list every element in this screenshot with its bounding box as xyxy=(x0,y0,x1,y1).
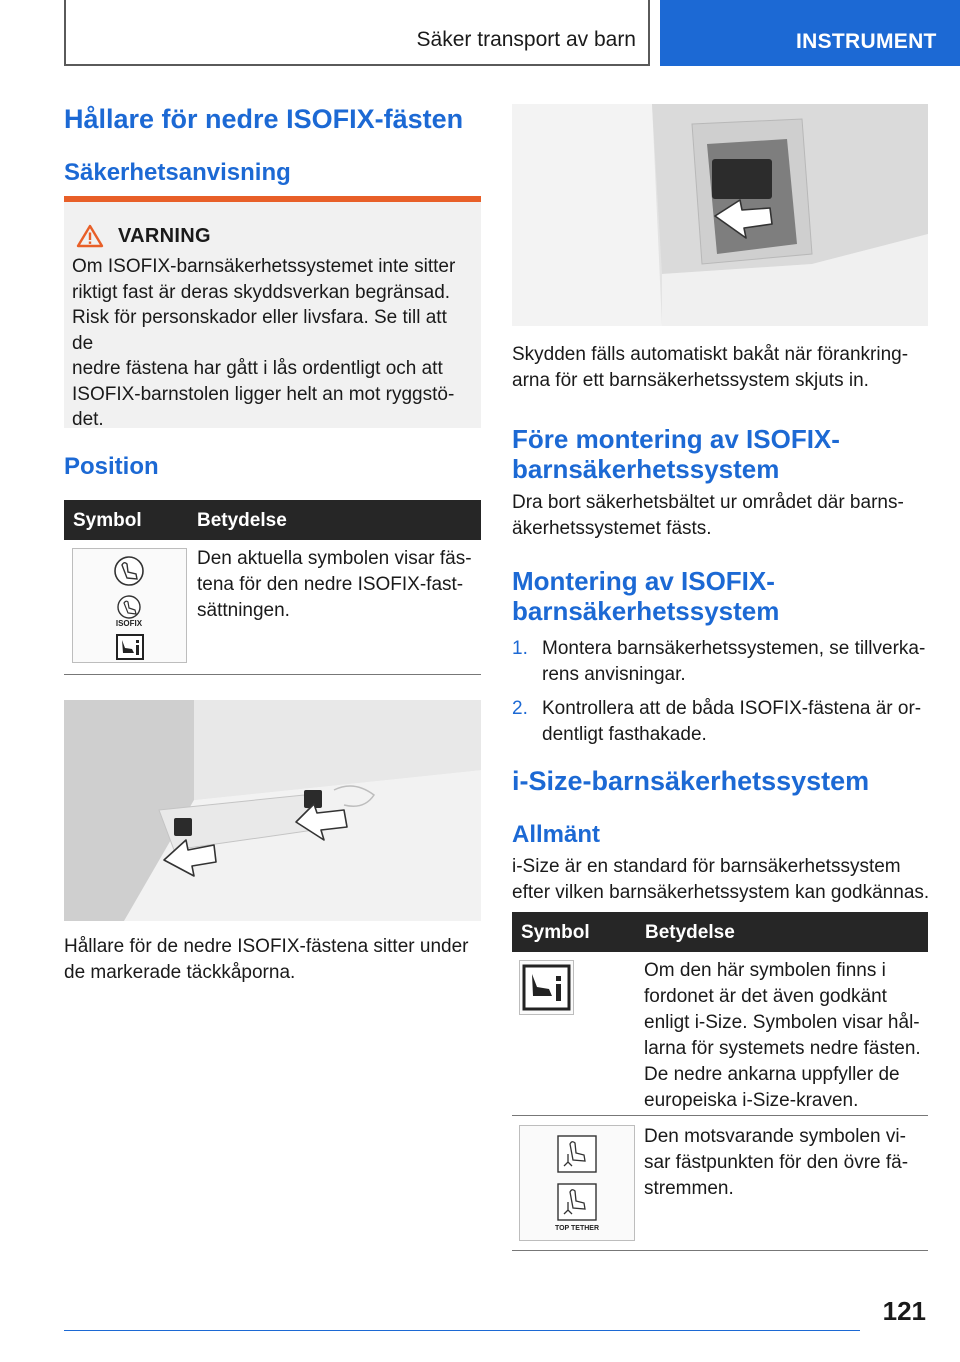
position-heading: Position xyxy=(64,453,159,480)
step-number: 2. xyxy=(512,698,528,719)
top-tether-icon xyxy=(558,1184,596,1220)
right-photo-caption xyxy=(512,342,928,394)
step-line: rens anvisningar. xyxy=(542,664,686,685)
header-chapter-label: INSTRUMENT xyxy=(796,30,937,53)
table-row-line: europeiska i-Size-kraven. xyxy=(644,1090,859,1111)
table-row-line: Om den här symbolen finns i xyxy=(644,960,886,981)
table-row-text xyxy=(197,546,477,624)
header-chapter-tab[interactable] xyxy=(660,0,960,66)
mounting-heading xyxy=(512,566,928,626)
warning-line: nedre fästena har gått i lås ordentligt och att xyxy=(72,358,443,379)
text-line: äkerhetssystemet fästs. xyxy=(512,518,712,539)
table-row-line: enligt i-Size. Symbolen visar hål- xyxy=(644,1012,920,1033)
table-row-line: De nedre ankarna uppfyller de xyxy=(644,1064,900,1085)
isize-heading: i-Size-barnsäkerhetssystem xyxy=(512,766,870,796)
page-number: 121 xyxy=(882,1296,926,1326)
table-row-line: Den aktuella symbolen visar fäs- xyxy=(197,548,472,569)
table-row-line: sar fästpunkten för den övre fä- xyxy=(644,1152,909,1173)
text-line: efter vilken barnsäkerhetssystem kan godkännas. xyxy=(512,882,930,903)
isize-icon xyxy=(117,635,143,659)
warning-line: ISOFIX-barnstolen ligger helt an mot ryggstö- xyxy=(72,383,455,405)
table-header-meaning: Betydelse xyxy=(645,922,735,943)
table-header xyxy=(512,912,928,952)
top-tether-symbols-image xyxy=(519,1125,635,1241)
text-line: Dra bort säkerhetsbältet ur området där barns- xyxy=(512,492,904,513)
table-row-line: fordonet är det även godkänt xyxy=(644,986,887,1007)
left-photo-caption xyxy=(64,934,481,986)
step-number: 1. xyxy=(512,638,528,659)
isize-row-text xyxy=(644,958,928,1114)
caption-line: Hållare för de nedre ISOFIX-fästena sitter under xyxy=(64,936,469,957)
header-section-title: Säker transport av barn xyxy=(416,28,636,51)
step-item xyxy=(512,636,928,688)
warning-line: Risk för personskador eller livsfara. Se till att de xyxy=(72,307,447,354)
top-tether-label: TOP TETHER xyxy=(554,1225,600,1232)
isofix-label: ISOFIX xyxy=(115,619,143,628)
table-header xyxy=(64,500,481,540)
heading-line: Före montering av ISOFIX- xyxy=(512,424,840,454)
table-header-symbol: Symbol xyxy=(521,922,590,943)
before-mounting-heading xyxy=(512,424,928,484)
tether-anchor-icon xyxy=(558,1136,596,1172)
table-row-rule xyxy=(512,1115,928,1116)
table-row-line: tena för den nedre ISOFIX-fast- xyxy=(197,574,464,595)
mounting-steps xyxy=(512,636,928,756)
table-bottom-rule xyxy=(512,1250,928,1251)
isize-icon xyxy=(524,966,569,1009)
heading-line: barnsäkerhetssystem xyxy=(512,454,780,484)
step-line: Montera barnsäkerhetssystemen, se tillverka- xyxy=(542,638,926,659)
warning-line: det. xyxy=(72,409,104,430)
caption-line: arna för ett barnsäkerhetssystem skjuts in. xyxy=(512,370,869,391)
tether-row-text xyxy=(644,1124,928,1202)
general-heading: Allmänt xyxy=(512,821,601,848)
warning-label: VARNING xyxy=(118,224,211,247)
warning-text xyxy=(72,254,471,433)
warning-triangle-icon xyxy=(76,224,104,248)
general-text xyxy=(512,854,932,906)
step-line: dentligt fasthakade. xyxy=(542,724,707,745)
table-row-line: sättningen. xyxy=(197,600,290,621)
table-header-meaning: Betydelse xyxy=(197,510,287,531)
seat-icon xyxy=(115,557,143,585)
heading-line: barnsäkerhetssystem xyxy=(512,596,780,626)
footer-rule xyxy=(64,1330,860,1331)
caption-line: de markerade täckkåporna. xyxy=(64,962,296,983)
table-bottom-rule xyxy=(64,674,481,675)
warning-header xyxy=(76,224,471,248)
isofix-symbols-image xyxy=(72,548,187,663)
text-line: i-Size är en standard för barnsäkerhetssystem xyxy=(512,856,901,877)
heading-line: Montering av ISOFIX- xyxy=(512,566,775,596)
rear-seat-photo xyxy=(64,700,481,921)
step-line: Kontrollera att de båda ISOFIX-fästena är or- xyxy=(542,698,922,719)
safety-heading: Säkerhetsanvisning xyxy=(64,159,291,186)
left-anchor-cover xyxy=(174,818,192,836)
table-row-line: Den motsvarande symbolen vi- xyxy=(644,1126,906,1147)
table-row-line: larna för systemets nedre fästen. xyxy=(644,1038,921,1059)
warning-box xyxy=(64,196,481,428)
page-header xyxy=(0,0,960,66)
step-item xyxy=(512,696,928,748)
warning-line: Om ISOFIX-barnsäkerhetssystemet inte sitter xyxy=(72,256,456,277)
warning-line: riktigt fast är deras skyddsverkan begränsad. xyxy=(72,281,451,303)
before-mounting-text xyxy=(512,490,928,542)
section-title: Hållare för nedre ISOFIX-fästen xyxy=(64,104,464,134)
anchor-closeup-photo xyxy=(512,104,928,326)
isize-symbol-image xyxy=(519,960,574,1015)
table-header-symbol: Symbol xyxy=(73,510,142,531)
table-row-line: stremmen. xyxy=(644,1178,734,1199)
anchor-flap xyxy=(712,159,772,199)
caption-line: Skydden fälls automatiskt bakåt när förankring- xyxy=(512,344,909,365)
